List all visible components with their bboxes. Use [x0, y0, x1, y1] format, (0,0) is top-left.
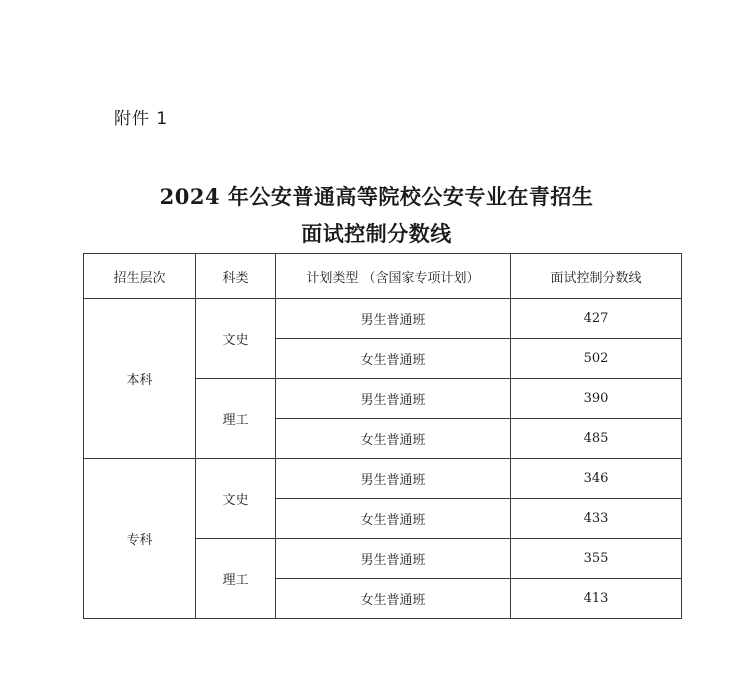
score-cell: 355 [511, 539, 682, 579]
score-cell: 390 [511, 379, 682, 419]
level-cell: 专科 [84, 459, 196, 619]
score-table [83, 253, 682, 619]
plan-cell: 女生普通班 [276, 579, 511, 619]
header-subject: 科类 [196, 254, 276, 299]
table-header-row [84, 254, 682, 299]
table-row [84, 299, 682, 339]
attachment-label: 附件 1 [114, 109, 169, 129]
plan-cell: 女生普通班 [276, 339, 511, 379]
score-cell: 346 [511, 459, 682, 499]
subject-cell: 理工 [196, 539, 276, 619]
document-title-line-1: 2024 年公安普通高等院校公安专业在青招生 [159, 184, 594, 209]
plan-cell: 男生普通班 [276, 379, 511, 419]
subject-cell: 文史 [196, 459, 276, 539]
plan-cell: 男生普通班 [276, 299, 511, 339]
score-cell: 485 [511, 419, 682, 459]
plan-cell: 男生普通班 [276, 539, 511, 579]
score-cell: 433 [511, 499, 682, 539]
score-cell: 413 [511, 579, 682, 619]
level-cell: 本科 [84, 299, 196, 459]
header-plan-type: 计划类型 （含国家专项计划） [276, 254, 511, 299]
score-cell: 427 [511, 299, 682, 339]
document-title-line-2: 面试控制分数线 [301, 221, 452, 246]
plan-cell: 女生普通班 [276, 419, 511, 459]
score-cell: 502 [511, 339, 682, 379]
header-level: 招生层次 [84, 254, 196, 299]
plan-cell: 女生普通班 [276, 499, 511, 539]
table-row [84, 459, 682, 499]
plan-cell: 男生普通班 [276, 459, 511, 499]
subject-cell: 文史 [196, 299, 276, 379]
subject-cell: 理工 [196, 379, 276, 459]
header-score: 面试控制分数线 [511, 254, 682, 299]
